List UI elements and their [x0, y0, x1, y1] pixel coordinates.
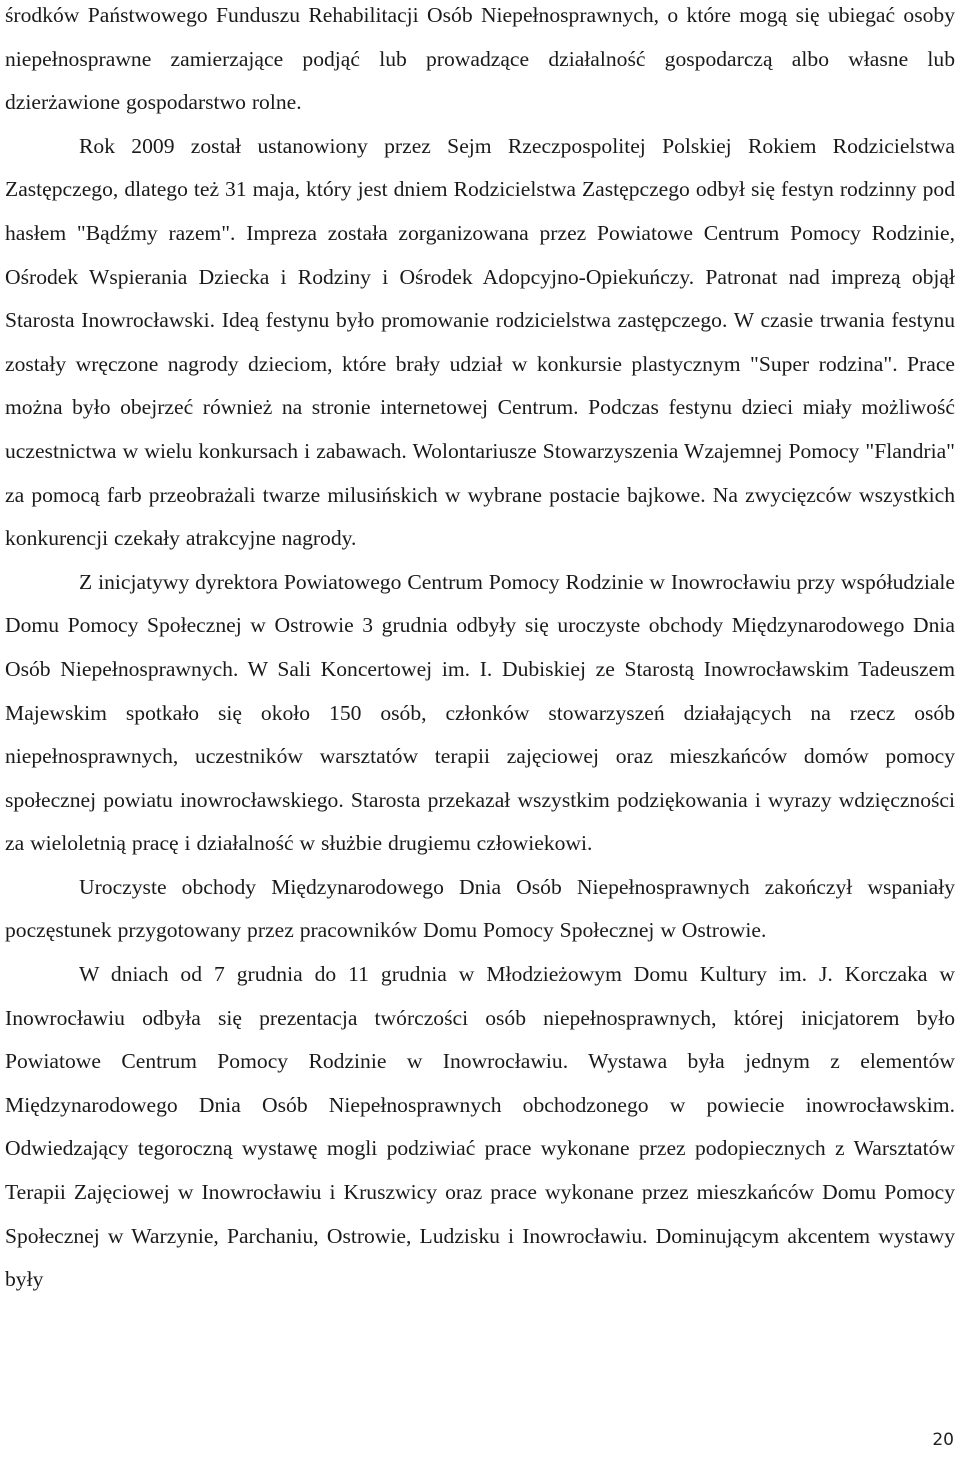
paragraph-disability-day-celebration: Z inicjatywy dyrektora Powiatowego Centrum Pomocy Rodzinie w Inowrocławiu przy współudziale Domu Pomocy Społecznej w Ostrowie 3 grudnia odbyły się uroczyste obchody Międzynarodowego Dnia Osób Niepełnosprawnych. W Sali Koncertowej im. I. Dubiskiej ze Starostą Inowrocławskim Tadeuszem Majewskim spotkało się około 150 osób, członków stowarzyszeń działających na rzecz osób niepełnosprawnych, uczestników warsztatów terapii zajęciowej oraz mieszkańców domów pomocy społecznej powiatu inowrocławskiego. Starosta przekazał wszystkim podziękowania i wyrazy wdzięczności za wieloletnią pracę i działalność w służbie drugiemu człowiekowi. — [5, 569, 955, 856]
paragraph-foster-family-festival: Rok 2009 został ustanowiony przez Sejm Rzeczpospolitej Polskiej Rokiem Rodzicielstwa Zastępczego, dlatego też 31 maja, który jest dniem Rodzicielstwa Zastępczego odbył się festyn rodzinny pod hasłem "Bądźmy razem". Impreza została zorganizowana przez Powiatowe Centrum Pomocy Rodzinie, Ośrodek Wspierania Dziecka i Rodziny i Ośrodek Adopcyjno-Opiekuńczy. Patronat nad imprezą objął Starosta Inowrocławski. Ideą festynu było promowanie rodzicielstwa zastępczego. W czasie trwania festynu zostały wręczone nagrody dzieciom, które brały udział w konkursie plastycznym "Super rodzina". Prace można było obejrzeć również na stronie internetowej Centrum. Podczas festynu dzieci miały możliwość uczestnictwa w wielu konkursach i zabawach. Wolontariusze Stowarzyszenia Wzajemnej Pomocy "Flandria" za pomocą farb przeobrażali twarze milusińskich w wybrane postacie bajkowe. Na zwycięzców wszystkich konkurencji czekały atrakcyjne nagrody. — [5, 133, 955, 551]
paragraph-art-exhibition: W dniach od 7 grudnia do 11 grudnia w Młodzieżowym Domu Kultury im. J. Korczaka w Inowrocławiu odbyła się prezentacja twórczości osób niepełnosprawnych, której inicjatorem było Powiatowe Centrum Pomocy Rodzinie w Inowrocławiu. Wystawa była jednym z elementów Międzynarodowego Dnia Osób Niepełnosprawnych obchodzonego w powiecie inowrocławskim. Odwiedzający tegoroczną wystawę mogli podziwiać prace wykonane przez podopiecznych z Warsztatów Terapii Zajęciowej w Inowrocławiu i Kruszwicy oraz prace wykonane przez mieszkańców Domu Pomocy Społecznej w Warzynie, Parchaniu, Ostrowie, Ludzisku i Inowrocławiu. Dominującym akcentem wystawy były — [5, 962, 955, 1292]
document-page — [5, 0, 955, 1302]
page-number: 20 — [932, 1430, 954, 1450]
paragraph-celebration-closing: Uroczyste obchody Międzynarodowego Dnia Osób Niepełnosprawnych zakończył wspaniały poczęstunek przygotowany przez pracowników Domu Pomocy Społecznej w Ostrowie. — [5, 874, 955, 943]
paragraph-continuation: środków Państwowego Funduszu Rehabilitacji Osób Niepełnosprawnych, o które mogą się ubiegać osoby niepełnosprawne zamierzające podjąć lub prowadzące działalność gospodarczą albo własne lub dzierżawione gospodarstwo rolne. — [5, 3, 955, 115]
